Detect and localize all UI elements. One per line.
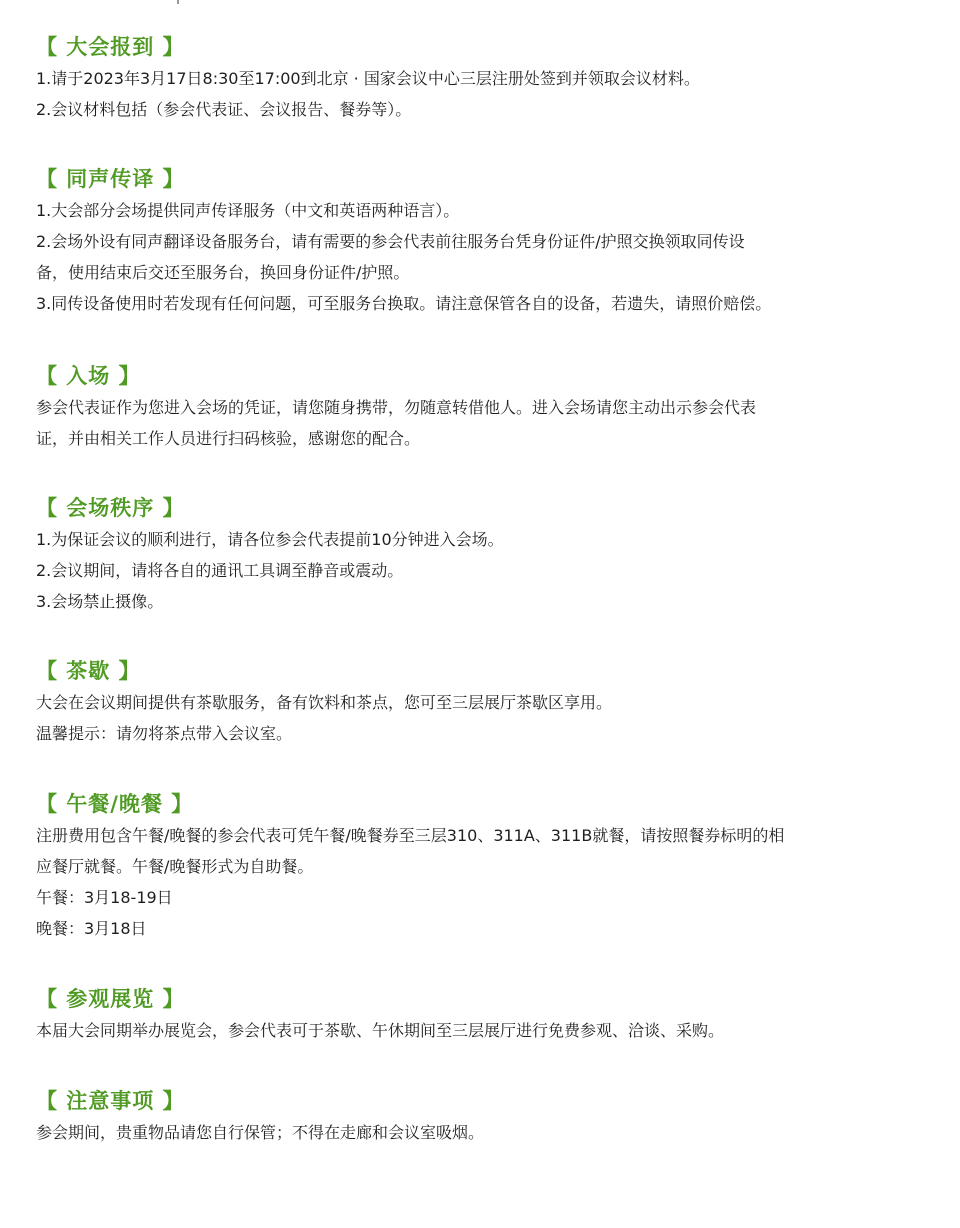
text-line: 1.为保证会议的顺利进行，请各位参会代表提前10分钟进入会场。 — [36, 530, 504, 549]
text-line: 2.会议材料包括（参会代表证、会议报告、餐券等）。 — [36, 100, 412, 119]
section-exhibition — [36, 985, 936, 1046]
text-line: 午餐：3月18-19日 — [36, 888, 173, 907]
text-line: 参会期间，贵重物品请您自行保管；不得在走廊和会议室吸烟。 — [36, 1123, 485, 1142]
text-line: 3.同传设备使用时若发现有任何问题，可至服务台换取。请注意保管各自的设备，若遗失，请照价赔偿。 — [36, 294, 772, 313]
section-tea-break — [36, 657, 936, 749]
text-line: 温馨提示：请勿将茶点带入会议室。 — [36, 724, 293, 743]
section-title: 【 入场 】 — [36, 364, 141, 388]
text-line: 大会在会议期间提供有茶歇服务，备有饮料和茶点，您可至三层展厅茶歇区享用。 — [36, 693, 613, 712]
text-line: 注册费用包含午餐/晚餐的参会代表可凭午餐/晚餐券至三层310、311A、311B就餐，请按照餐券标明的相 — [36, 826, 785, 845]
section-title: 【 参观展览 】 — [36, 987, 185, 1011]
section-registration — [36, 33, 936, 125]
text-line: 应餐厅就餐。午餐/晚餐形式为自助餐。 — [36, 857, 314, 876]
section-title: 【 茶歇 】 — [36, 659, 141, 683]
section-venue-order — [36, 494, 936, 617]
section-title: 【 注意事项 】 — [36, 1089, 185, 1113]
text-line: 证，并由相关工作人员进行扫码核验，感谢您的配合。 — [36, 429, 421, 448]
text-line: 2.会议期间，请将各自的通讯工具调至静音或震动。 — [36, 561, 404, 580]
section-entry — [36, 362, 936, 454]
text-line: 本届大会同期举办展览会，参会代表可于茶歇、午休期间至三层展厅进行免费参观、洽谈、采购。 — [36, 1021, 725, 1040]
text-line: 3.会场禁止摄像。 — [36, 592, 164, 611]
text-line: 1.请于2023年3月17日8:30至17:00到北京 · 国家会议中心三层注册处签到并领取会议材料。 — [36, 69, 700, 88]
section-interpretation — [36, 165, 936, 319]
text-line: 备，使用结束后交还至服务台，换回身份证件/护照。 — [36, 263, 410, 282]
section-notes — [36, 1087, 936, 1148]
section-meals — [36, 790, 936, 944]
section-title: 【 同声传译 】 — [36, 167, 185, 191]
text-line: 晚餐：3月18日 — [36, 919, 147, 938]
text-line: 1.大会部分会场提供同声传译服务（中文和英语两种语言）。 — [36, 201, 460, 220]
section-title: 【 午餐/晚餐 】 — [36, 792, 194, 816]
text-line: 参会代表证作为您进入会场的凭证，请您随身携带，勿随意转借他人。进入会场请您主动出示参会代表 — [36, 398, 757, 417]
section-title: 【 大会报到 】 — [36, 35, 185, 59]
section-title: 【 会场秩序 】 — [36, 496, 185, 520]
divider-mark — [177, 0, 179, 4]
text-line: 2.会场外设有同声翻译设备服务台，请有需要的参会代表前往服务台凭身份证件/护照交换领取同传设 — [36, 232, 745, 251]
